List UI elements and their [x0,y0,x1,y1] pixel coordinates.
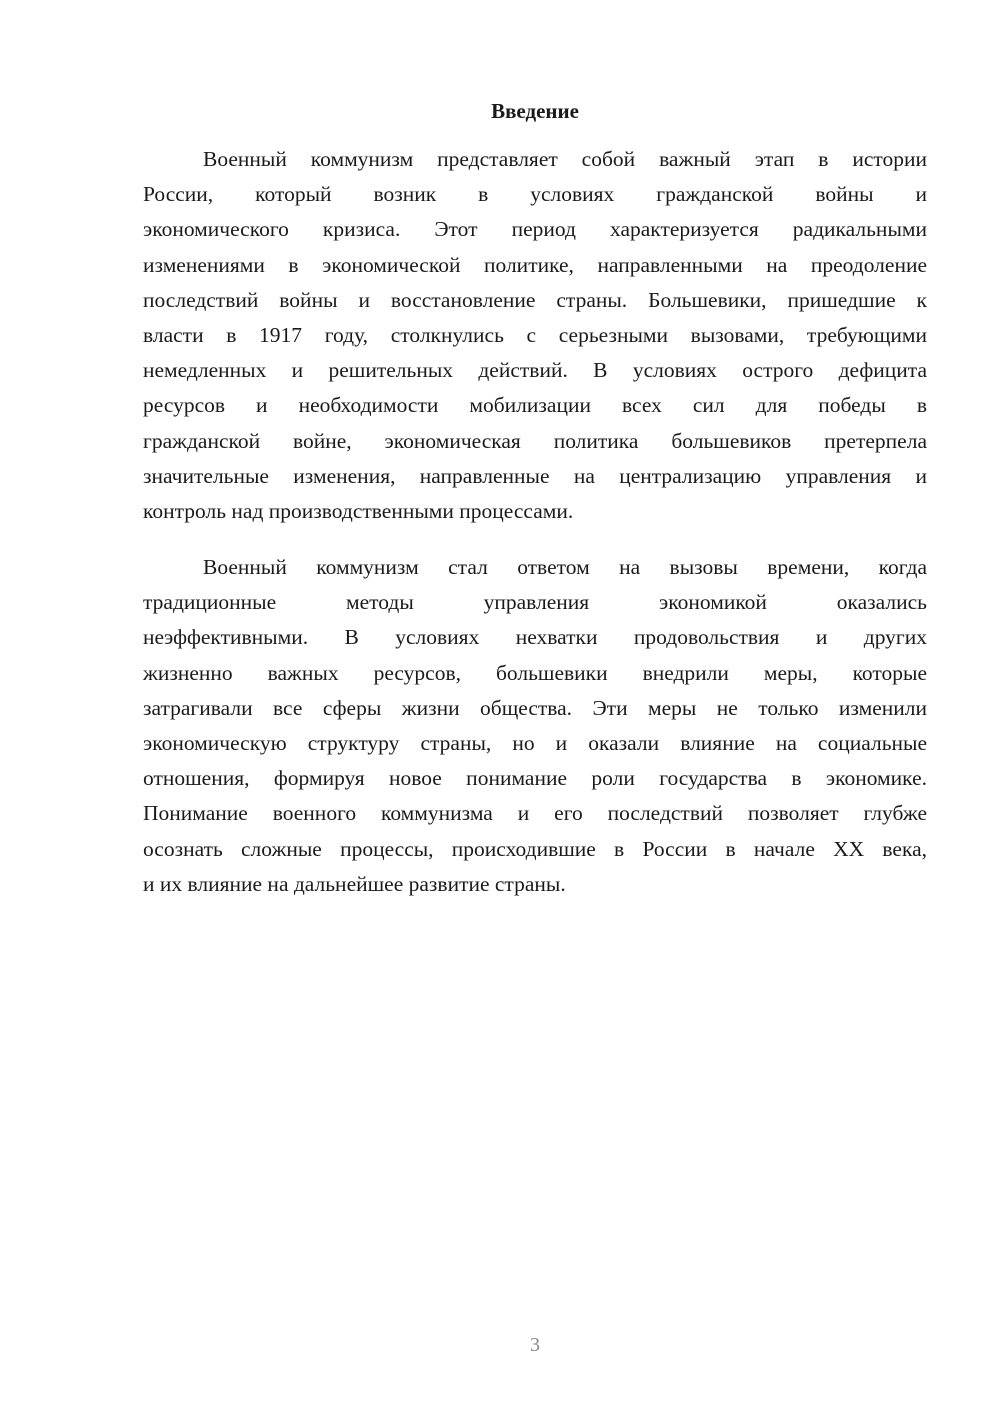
text-line: Военный коммунизм стал ответом на вызовы времени, когда [203,555,927,579]
text-line: жизненно важных ресурсов, большевики внедрили меры, которые [143,660,927,685]
text-line: последствий войны и восстановление страны. Большевики, пришедшие к [143,287,927,312]
section-title: Введение [491,99,579,123]
text-line: экономического кризиса. Этот период характеризуется радикальными [143,217,927,242]
text-line: отношения, формируя новое понимание роли государства в экономике. [143,766,927,791]
text-line: Военный коммунизм представляет собой важный этап в истории [203,147,927,171]
text-line: изменениями в экономической политике, направленными на преодоление [143,252,927,277]
text-line: немедленных и решительных действий. В условиях острого дефицита [143,358,927,383]
text-line: контроль над производственными процессами. [143,498,574,523]
text-line: значительные изменения, направленные на централизацию управления и [143,463,927,488]
paragraph-2 [143,550,927,902]
text-line: неэффективными. В условиях нехватки продовольствия и других [143,625,927,650]
text-line: традиционные методы управления экономикой оказались [143,590,927,615]
text-line: Понимание военного коммунизма и его последствий позволяет глубже [143,801,927,826]
text-line: ресурсов и необходимости мобилизации всех сил для победы в [143,393,927,418]
text-line: гражданской войне, экономическая политика большевиков претерпела [143,428,927,453]
paragraph-1 [143,142,927,529]
text-line: России, который возник в условиях гражданской войны и [143,182,927,207]
text-line: затрагивали все сферы жизни общества. Эти меры не только изменили [143,695,927,720]
text-line: экономическую структуру страны, но и оказали влияние на социальные [143,730,927,755]
page-number: 3 [530,1334,540,1356]
text-line: осознать сложные процессы, происходившие в России в начале XX века, [143,836,927,861]
text-line: власти в 1917 году, столкнулись с серьезными вызовами, требующими [143,322,927,347]
text-line: и их влияние на дальнейшее развитие страны. [143,871,566,896]
